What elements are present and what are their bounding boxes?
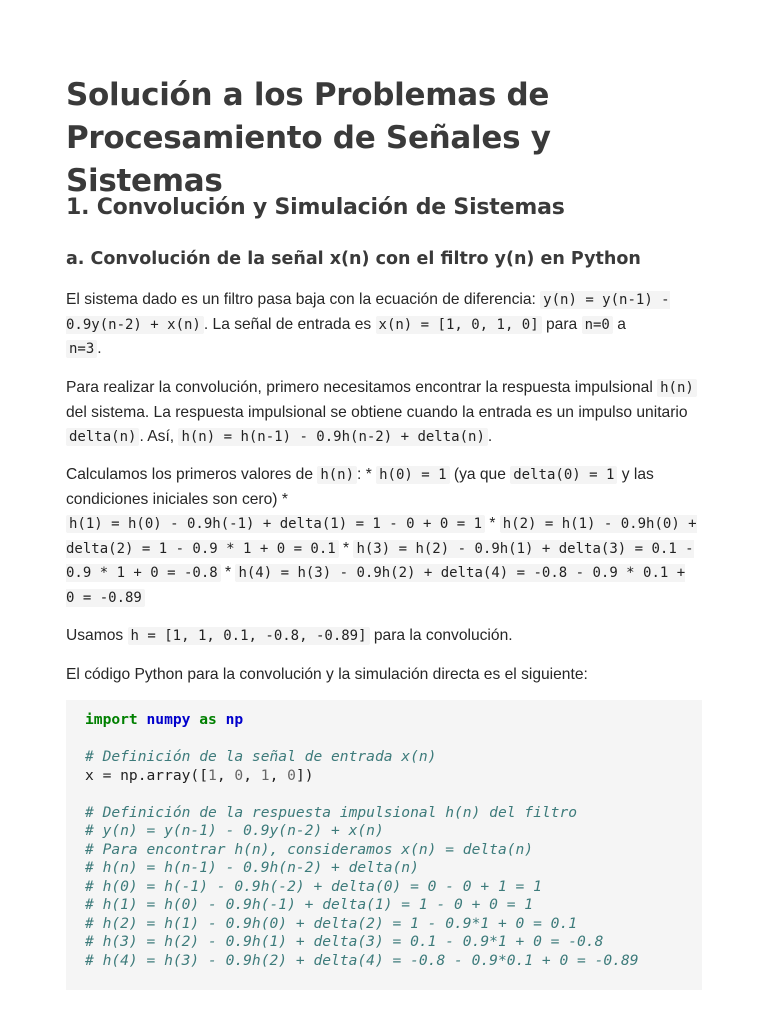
text-span: Usamos: [66, 627, 128, 644]
text-span: El sistema dado es un filtro pasa baja con la ecuación de diferencia:: [66, 291, 541, 308]
code-comment: # y(n) = y(n-1) - 0.9y(n-2) + x(n): [85, 822, 384, 839]
keyword: as: [199, 711, 217, 728]
code-number: 1: [260, 766, 270, 784]
inline-code: delta(0) = 1: [510, 466, 617, 484]
code-number: 1: [208, 766, 217, 784]
code-line-blank: [85, 785, 683, 804]
text-span: Para realizar la convolución, primero necesitamos encontrar la respuesta impulsional: [66, 379, 658, 396]
paragraph-system-description: [66, 288, 702, 362]
keyword: import: [85, 711, 138, 728]
inline-code: x(n) = [1, 0, 1, 0]: [376, 316, 542, 334]
inline-code: delta(n): [66, 428, 139, 446]
text-span: del sistema. La respuesta impulsional se obtiene cuando la entrada es un impulso unitario: [66, 403, 688, 421]
code-comment: # Definición de la señal de entrada x(n): [85, 748, 437, 765]
paragraph-impulse-response: [66, 376, 702, 450]
code-comment: # h(3) = h(2) - 0.9h(1) + delta(3) = 0.1 - 0.9*1 + 0 = -0.8: [85, 933, 604, 950]
inline-code: h(n): [317, 466, 357, 484]
text-span: *: [485, 515, 500, 532]
text-span: Calculamos los primeros valores de: [66, 466, 318, 483]
inline-code: h(n) = h(n-1) - 0.9h(n-2) + delta(n): [178, 428, 487, 446]
text-span: .: [487, 428, 493, 445]
code-line: [85, 711, 683, 730]
code-comment: # h(0) = h(-1) - 0.9h(-2) + delta(0) = 0 - 0 + 1 = 1: [85, 877, 542, 895]
subsection-heading: a. Convolución de la señal x(n) con el filtro y(n) en Python: [66, 249, 641, 269]
section-heading: 1. Convolución y Simulación de Sistemas: [66, 195, 565, 220]
inline-code: n=3: [66, 340, 97, 358]
code-number: 0: [234, 766, 244, 784]
inline-code: h(n): [657, 379, 697, 397]
code-comment: # h(4) = h(3) - 0.9h(2) + delta(4) = -0.8 - 0.9*0.1 + 0 = -0.89: [85, 951, 639, 969]
code-comment: # h(2) = h(1) - 0.9h(0) + delta(2) = 1 - 0.9*1 + 0 = 0.1: [85, 914, 578, 932]
inline-code: h = [1, 1, 0.1, -0.8, -0.89]: [128, 627, 370, 645]
inline-code: h(1) = h(0) - 0.9h(-1) + delta(1) = 1 - 0 + 0 = 1: [66, 515, 485, 533]
code-number: 0: [287, 766, 296, 784]
code-line-blank: [85, 730, 683, 749]
code-listing: [85, 711, 683, 970]
text-span: . La señal de entrada es: [203, 315, 376, 333]
code-line: [85, 767, 683, 786]
text-span: para la convolución.: [369, 627, 513, 644]
text-span: *: [338, 539, 354, 557]
text-span: : *: [357, 466, 377, 483]
module-name: numpy: [146, 711, 191, 728]
code-text: ,: [269, 766, 288, 784]
code-text: x = np.array([: [85, 766, 209, 784]
paragraph-code-intro: El código Python para la convolución y la simulación directa es el siguiente:: [66, 666, 588, 683]
inline-code: y(n) = y(n-1) - 0.9y(n-2) + x(n): [66, 292, 670, 333]
text-span: . Así,: [139, 428, 179, 445]
inline-code: h(3) = h(2) - 0.9h(1) + delta(3) = 0.1 - 0.9 * 1 + 0 = -0.8: [66, 540, 694, 581]
text-span: a: [612, 315, 626, 333]
text-span: .: [97, 340, 102, 357]
code-text: ]): [295, 766, 314, 784]
code-comment: # h(n) = h(n-1) - 0.9h(n-2) + delta(n): [85, 859, 419, 876]
inline-code: h(0) = 1: [376, 466, 449, 484]
code-comment: # Para encontrar h(n), consideramos x(n) = delta(n): [85, 840, 534, 858]
code-text: ,: [243, 766, 261, 784]
text-span: y las condiciones iniciales son cero) *: [66, 466, 654, 508]
module-name: np: [225, 711, 244, 728]
paragraph-h-values: [66, 463, 702, 610]
code-comment: # Definición de la respuesta impulsional h(n) del filtro: [85, 803, 578, 821]
text-span: (ya que: [449, 466, 511, 483]
inline-code: h(4) = h(3) - 0.9h(2) + delta(4) = -0.8 - 0.9 * 0.1 + 0 = -0.89: [66, 565, 686, 606]
code-text: ,: [216, 766, 235, 784]
paragraph-h-vector: [66, 624, 702, 649]
text-span: *: [220, 564, 236, 581]
code-comment: # h(1) = h(0) - 0.9h(-1) + delta(1) = 1 - 0 + 0 = 1: [85, 896, 534, 913]
inline-code: h(2) = h(1) - 0.9h(0) + delta(2) = 1 - 0.9 * 1 + 0 = 0.1: [66, 516, 697, 557]
inline-code: n=0: [582, 316, 613, 334]
text-span: para: [541, 315, 582, 333]
page-title: Solución a los Problemas de Procesamiento de Señales y Sistemas: [66, 77, 551, 199]
code-block[interactable]: [66, 700, 702, 990]
